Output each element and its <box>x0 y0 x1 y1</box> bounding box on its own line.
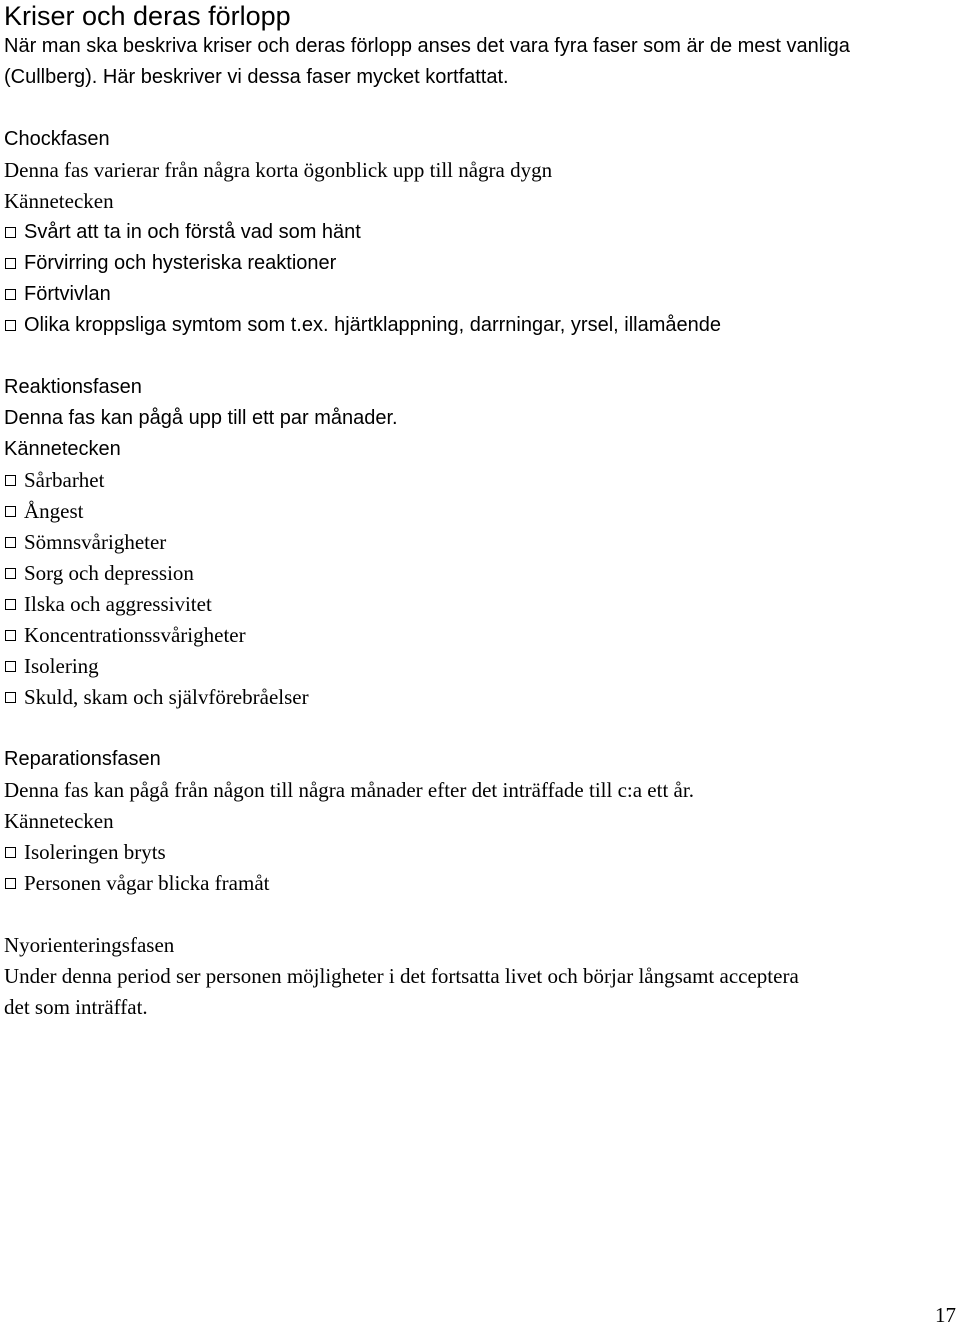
list-item <box>4 837 954 868</box>
list-item <box>4 217 954 248</box>
signs-label: Kännetecken <box>4 438 121 460</box>
intro-line-2: (Cullberg). Här beskriver vi dessa faser mycket kortfattat. <box>4 66 509 88</box>
phase-description-line-1: Under denna period ser personen möjligheter i det fortsatta livet och börjar långsamt acceptera <box>4 964 799 988</box>
signs-label: Kännetecken <box>4 189 114 213</box>
checkbox-square-icon <box>5 599 16 610</box>
phase-heading: Chockfasen <box>4 128 110 150</box>
list-item-text: Förtvivlan <box>24 283 111 305</box>
checkbox-square-icon <box>5 227 16 238</box>
list-item-text: Olika kroppsliga symtom som t.ex. hjärtklappning, darrningar, yrsel, illamående <box>24 314 721 336</box>
list-item <box>4 496 954 527</box>
spacer <box>4 713 954 744</box>
list-item-text: Svårt att ta in och förstå vad som hänt <box>24 221 361 243</box>
list-item <box>4 527 954 558</box>
list-item <box>4 620 954 651</box>
list-item <box>4 868 954 899</box>
list-item <box>4 279 954 310</box>
list-item-text: Isoleringen bryts <box>24 840 166 864</box>
checkbox-square-icon <box>5 320 16 331</box>
phase-nyorienteringsfasen <box>4 930 954 1023</box>
phase-heading: Nyorienteringsfasen <box>4 933 175 957</box>
list-item <box>4 465 954 496</box>
list-item-text: Personen vågar blicka framåt <box>24 871 270 895</box>
list-item <box>4 248 954 279</box>
spacer <box>4 93 954 124</box>
page-title: Kriser och deras förlopp <box>4 1 291 31</box>
list-item-text: Koncentrationssvårigheter <box>24 623 246 647</box>
phase-description: Denna fas kan pågå från någon till några månader efter det inträffade till c:a ett år. <box>4 778 694 802</box>
phase-heading: Reaktionsfasen <box>4 376 142 398</box>
checkbox-square-icon <box>5 289 16 300</box>
checkbox-square-icon <box>5 475 16 486</box>
phase-reaktionsfasen <box>4 372 954 713</box>
spacer <box>4 341 954 372</box>
checkbox-square-icon <box>5 537 16 548</box>
checkbox-square-icon <box>5 878 16 889</box>
list-item-text: Skuld, skam och självförebråelser <box>24 685 309 709</box>
list-item-text: Ilska och aggressivitet <box>24 592 212 616</box>
signs-list <box>4 217 954 341</box>
page-number: 17 <box>935 1303 956 1327</box>
list-item-text: Isolering <box>24 654 99 678</box>
list-item-text: Ångest <box>24 499 84 523</box>
document-page <box>4 0 954 1023</box>
phase-heading: Reparationsfasen <box>4 748 161 770</box>
phase-description: Denna fas kan pågå upp till ett par månader. <box>4 407 398 429</box>
signs-label: Kännetecken <box>4 809 114 833</box>
list-item-text: Sömnsvårigheter <box>24 530 167 554</box>
list-item <box>4 589 954 620</box>
checkbox-square-icon <box>5 258 16 269</box>
checkbox-square-icon <box>5 630 16 641</box>
list-item <box>4 682 954 713</box>
spacer <box>4 899 954 930</box>
checkbox-square-icon <box>5 568 16 579</box>
list-item <box>4 310 954 341</box>
list-item <box>4 651 954 682</box>
checkbox-square-icon <box>5 661 16 672</box>
phase-description: Denna fas varierar från några korta ögonblick upp till några dygn <box>4 158 553 182</box>
signs-list <box>4 465 954 713</box>
list-item-text: Sorg och depression <box>24 561 194 585</box>
list-item-text: Sårbarhet <box>24 468 105 492</box>
list-item-text: Förvirring och hysteriska reaktioner <box>24 252 337 274</box>
phase-description-line-2: det som inträffat. <box>4 995 148 1019</box>
phase-chockfasen <box>4 124 954 341</box>
phase-reparationsfasen <box>4 744 954 899</box>
checkbox-square-icon <box>5 847 16 858</box>
signs-list <box>4 837 954 899</box>
checkbox-square-icon <box>5 692 16 703</box>
list-item <box>4 558 954 589</box>
checkbox-square-icon <box>5 506 16 517</box>
intro-line-1: När man ska beskriva kriser och deras förlopp anses det vara fyra faser som är de mest vanliga <box>4 35 850 57</box>
